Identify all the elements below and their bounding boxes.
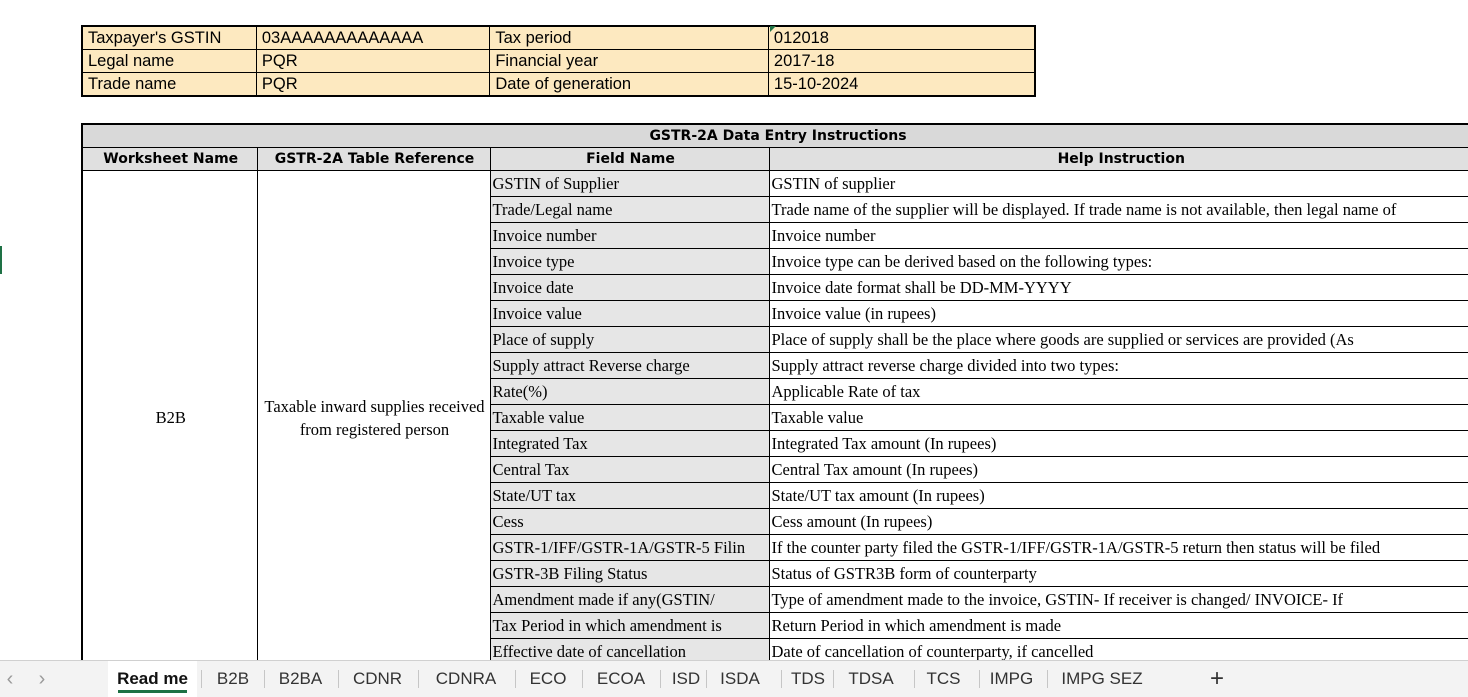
header-value-cell[interactable]: 03AAAAAAAAAAAAA	[256, 26, 489, 50]
instructions-title[interactable]: GSTR-2A Data Entry Instructions	[82, 124, 1468, 148]
field-name-cell[interactable]: Invoice value	[490, 301, 769, 327]
tab-label: Read me	[117, 669, 188, 688]
help-instruction-cell[interactable]: Type of amendment made to the invoice, GSTIN- If receiver is changed/ INVOICE- If	[769, 587, 1468, 613]
tab-label: IMPG	[989, 669, 1034, 688]
field-name-cell[interactable]: Rate(%)	[490, 379, 769, 405]
help-instruction-cell[interactable]: Integrated Tax amount (In rupees)	[769, 431, 1468, 457]
tab-separator	[706, 670, 707, 688]
tab-separator	[914, 670, 915, 688]
help-instruction-cell[interactable]: State/UT tax amount (In rupees)	[769, 483, 1468, 509]
column-header[interactable]: Help Instruction	[769, 148, 1468, 171]
field-name-cell[interactable]: GSTR-3B Filing Status	[490, 561, 769, 587]
tab-separator	[660, 670, 661, 688]
field-name-cell[interactable]: Trade/Legal name	[490, 197, 769, 223]
table-reference-cell[interactable]: Taxable inward supplies received from registered person	[257, 171, 490, 661]
tab-cdnr[interactable]	[339, 661, 416, 697]
field-name-cell[interactable]: Tax Period in which amendment is	[490, 613, 769, 639]
instructions-table	[81, 123, 1468, 660]
tab-isd[interactable]	[661, 661, 711, 697]
help-instruction-cell[interactable]: Date of cancellation of counterparty, if cancelled	[769, 639, 1468, 661]
column-header[interactable]: Field Name	[490, 148, 769, 171]
help-instruction-cell[interactable]: Place of supply shall be the place where goods are supplied or services are provided (As	[769, 327, 1468, 353]
field-name-cell[interactable]: Central Tax	[490, 457, 769, 483]
header-label-cell[interactable]: Legal name	[82, 50, 256, 73]
plus-icon[interactable]: +	[1209, 665, 1224, 692]
field-name-cell[interactable]: Place of supply	[490, 327, 769, 353]
tab-label: IMPG SEZ	[1061, 669, 1143, 688]
header-row	[82, 50, 1035, 73]
tab-cdnra[interactable]	[419, 661, 513, 697]
tab-label: ECOA	[596, 669, 646, 688]
tab-tdsa[interactable]	[834, 661, 908, 697]
field-name-cell[interactable]: Invoice number	[490, 223, 769, 249]
tab-label: TDSA	[848, 669, 894, 688]
tab-separator	[201, 670, 202, 688]
help-instruction-cell[interactable]: Cess amount (In rupees)	[769, 509, 1468, 535]
help-instruction-cell[interactable]: Taxable value	[769, 405, 1468, 431]
tab-tds[interactable]	[782, 661, 834, 697]
help-instruction-cell[interactable]: Central Tax amount (In rupees)	[769, 457, 1468, 483]
tab-ecoa[interactable]	[583, 661, 659, 697]
header-value-cell[interactable]: 2017-18	[768, 50, 1035, 73]
comment-indicator-icon	[770, 26, 776, 32]
tab-label: CDNRA	[435, 669, 497, 688]
active-tab-underline	[118, 690, 187, 693]
help-instruction-cell[interactable]: Status of GSTR3B form of counterparty	[769, 561, 1468, 587]
field-name-cell[interactable]: Invoice date	[490, 275, 769, 301]
tab-label: ISDA	[720, 669, 760, 688]
sheet-tab-bar	[0, 660, 1468, 697]
help-instruction-cell[interactable]: Invoice type can be derived based on the following types:	[769, 249, 1468, 275]
tab-b2b[interactable]	[202, 661, 264, 697]
tab-read-me[interactable]	[108, 661, 197, 697]
field-name-cell[interactable]: Integrated Tax	[490, 431, 769, 457]
row-selection-marker	[0, 246, 2, 274]
tab-separator	[338, 670, 339, 688]
tab-label: ISD	[671, 669, 701, 688]
header-label-cell[interactable]: Taxpayer's GSTIN	[82, 26, 256, 50]
tab-separator	[582, 670, 583, 688]
field-name-cell[interactable]: Supply attract Reverse charge	[490, 353, 769, 379]
tab-impg[interactable]	[980, 661, 1043, 697]
help-instruction-cell[interactable]: Invoice value (in rupees)	[769, 301, 1468, 327]
field-name-cell[interactable]: State/UT tax	[490, 483, 769, 509]
tab-tcs[interactable]	[915, 661, 972, 697]
header-label-cell[interactable]: Trade name	[82, 73, 256, 97]
chevron-right-icon[interactable]: ›	[38, 668, 46, 690]
tab-separator	[264, 670, 265, 688]
field-name-cell[interactable]: Amendment made if any(GSTIN/	[490, 587, 769, 613]
help-instruction-cell[interactable]: Invoice date format shall be DD-MM-YYYY	[769, 275, 1468, 301]
header-label-cell[interactable]: Tax period	[490, 26, 769, 50]
tab-eco[interactable]	[516, 661, 580, 697]
field-name-cell[interactable]: GSTR-1/IFF/GSTR-1A/GSTR-5 Filin	[490, 535, 769, 561]
help-instruction-cell[interactable]: If the counter party filed the GSTR-1/IFF/GSTR-1A/GSTR-5 return then status will be filed	[769, 535, 1468, 561]
chevron-left-icon[interactable]: ‹	[6, 668, 14, 690]
tab-label: B2BA	[278, 669, 323, 688]
header-value-cell[interactable]: 012018	[768, 26, 1035, 50]
tab-label: TDS	[791, 669, 825, 688]
field-name-cell[interactable]: Invoice type	[490, 249, 769, 275]
help-instruction-cell[interactable]: GSTIN of supplier	[769, 171, 1468, 197]
help-instruction-cell[interactable]: Invoice number	[769, 223, 1468, 249]
header-row	[82, 26, 1035, 50]
header-label-cell[interactable]: Date of generation	[490, 73, 769, 97]
help-instruction-cell[interactable]: Trade name of the supplier will be displayed. If trade name is not available, then legal name of	[769, 197, 1468, 223]
header-value-cell[interactable]: 15-10-2024	[768, 73, 1035, 97]
header-value-cell[interactable]: PQR	[256, 50, 489, 73]
header-label-cell[interactable]: Financial year	[490, 50, 769, 73]
tab-separator	[418, 670, 419, 688]
help-instruction-cell[interactable]: Applicable Rate of tax	[769, 379, 1468, 405]
field-name-cell[interactable]: Effective date of cancellation	[490, 639, 769, 661]
field-name-cell[interactable]: GSTIN of Supplier	[490, 171, 769, 197]
field-name-cell[interactable]: Taxable value	[490, 405, 769, 431]
column-header[interactable]: Worksheet Name	[82, 148, 257, 171]
header-row	[82, 73, 1035, 97]
field-name-cell[interactable]: Cess	[490, 509, 769, 535]
help-instruction-cell[interactable]: Supply attract reverse charge divided into two types:	[769, 353, 1468, 379]
tab-label: TCS	[926, 669, 961, 688]
tab-separator	[979, 670, 980, 688]
tab-separator	[833, 670, 834, 688]
tab-separator	[781, 670, 782, 688]
tab-b2ba[interactable]	[265, 661, 336, 697]
tab-label: ECO	[529, 669, 567, 688]
column-header-row	[82, 148, 1468, 171]
tab-impg-sez[interactable]	[1048, 661, 1156, 697]
tab-separator	[515, 670, 516, 688]
tab-isda[interactable]	[707, 661, 773, 697]
tab-label: B2B	[216, 669, 250, 688]
table-row	[82, 171, 1468, 197]
help-instruction-cell[interactable]: Return Period in which amendment is made	[769, 613, 1468, 639]
tab-label: CDNR	[352, 669, 403, 688]
taxpayer-details-table	[81, 25, 1036, 97]
column-header[interactable]: GSTR-2A Table Reference	[257, 148, 490, 171]
worksheet-name-cell[interactable]: B2B	[82, 171, 257, 661]
tab-separator	[1047, 670, 1048, 688]
header-value-cell[interactable]: PQR	[256, 73, 489, 97]
